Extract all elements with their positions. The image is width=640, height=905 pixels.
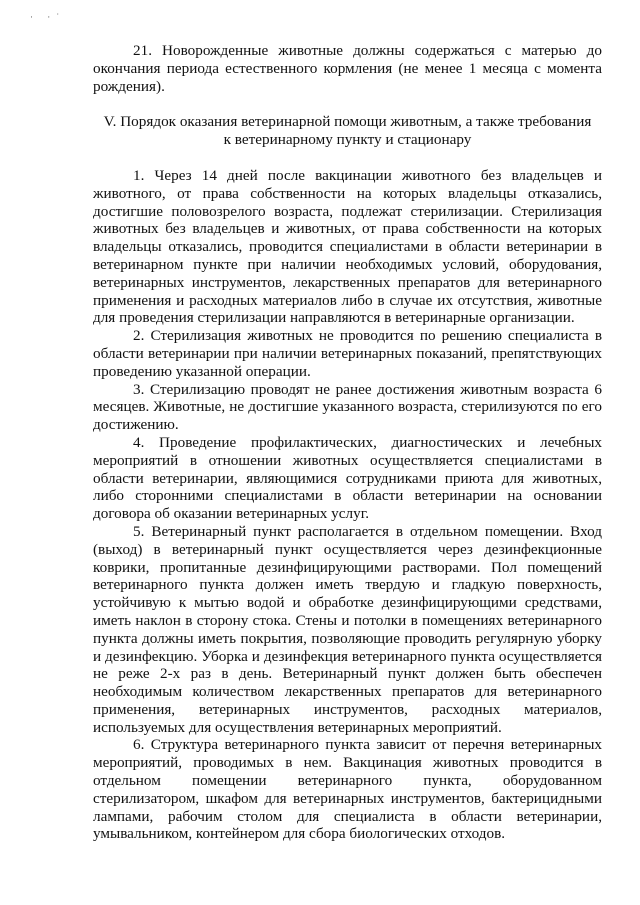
paragraph-21: 21. Новорожденные животные должны содержаться с матерью до окончания периода естественного кормления (не менее 1 месяца с момента рождения). bbox=[93, 42, 602, 95]
paragraph-6: 6. Структура ветеринарного пункта зависит от перечня ветеринарных мероприятий, проводимых в нем. Вакцинация животных проводится в отдельном помещении ветеринарного пункта, оборудованном стерилизатором, шкафом для ветеринарных инструментов, бактерицидными лампами, рабочим столом для специалиста в области ветеринарии, умывальником, контейнером для сбора биологических отходов. bbox=[93, 736, 602, 843]
scan-specks: · ·˙ bbox=[30, 12, 66, 22]
paragraph-3: 3. Стерилизацию проводят не ранее достижения животным возраста 6 месяцев. Животные, не достигшие указанного возраста, стерилизуются по его достижению. bbox=[93, 380, 602, 434]
document-page bbox=[93, 42, 602, 843]
section-heading: V. Порядок оказания ветеринарной помощи животным, а также требования к ветеринарному пункту и стационару bbox=[103, 113, 592, 149]
paragraph-4: 4. Проведение профилактических, диагностических и лечебных мероприятий в отношении животных осуществляется специалистами в области ветеринарии, являющимися сотрудниками приюта для животных, либо сторонними специалистами в области ветеринарии на основании договора об оказании ветеринарных услуг. bbox=[93, 433, 602, 523]
paragraph-1: 1. Через 14 дней после вакцинации животного без владельцев и животного, от права собственности на которых владельцы отказались, достигшие половозрелого возраста, подлежат стерилизации. Стерилизация животных без владельцев и животных, от права собственности на которых владельцы отказались, проводится специалистами в области ветеринарии в ветеринарном пункте при наличии необходимых условий, оборудования, ветеринарных инструментов, лекарственных препаратов для ветеринарного применения и расходных материалов либо в случае их отсутствия, животные для проведения стерилизации направляются в ветеринарные организации. bbox=[93, 166, 602, 327]
paragraph-5: 5. Ветеринарный пункт располагается в отдельном помещении. Вход (выход) в ветеринарный пункт осуществляется через дезинфекционные коврики, пропитанные дезинфицирующими растворами. Пол помещений ветеринарного пункта должен иметь твердую и гладкую поверхность, устойчивую к мытью водой и обработке дезинфицирующими средствами, иметь наклон в сторону стока. Стены и потолки в помещениях ветеринарного пункта должны иметь покрытия, позволяющие проводить регулярную уборку и дезинфекцию. Уборка и дезинфекция ветеринарного пункта осуществляется не реже 2-х раз в день. Ветеринарный пункт должен быть обеспечен необходимым количеством лекарственных препаратов для ветеринарного применения, ветеринарных инструментов, расходных материалов, используемых для осуществления ветеринарных мероприятий. bbox=[93, 522, 602, 736]
paragraph-2: 2. Стерилизация животных не проводится по решению специалиста в области ветеринарии при наличии ветеринарных показаний, препятствующих проведению указанной операции. bbox=[93, 327, 602, 380]
